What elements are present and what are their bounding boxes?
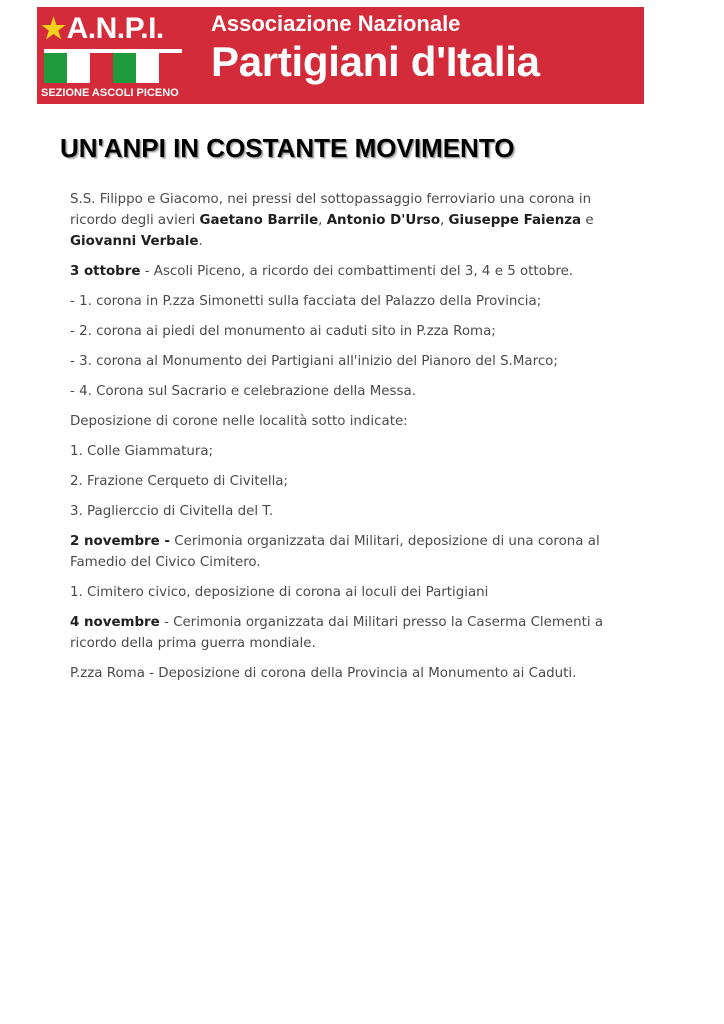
name-verbale: Giovanni Verbale bbox=[70, 234, 199, 249]
date-4-novembre: 4 novembre bbox=[70, 615, 160, 630]
association-title: Associazione Nazionale bbox=[211, 11, 461, 36]
list-item: - 3. corona al Monumento dei Partigiani all'inizio del Pianoro del S.Marco; bbox=[70, 354, 558, 369]
paragraph-4-novembre: 4 novembre - Cerimonia organizzata dai Militari presso la Caserma Clementi a ricordo della prima guerra mondiale. bbox=[70, 615, 604, 651]
italian-flag-icon bbox=[44, 49, 182, 83]
organization-name: Partigiani d'Italia bbox=[211, 38, 540, 85]
list-item: 1. Colle Giammatura; bbox=[70, 444, 214, 459]
name-faienza: Giuseppe Faienza bbox=[448, 213, 582, 228]
page-title: UN'ANPI IN COSTANTE MOVIMENTO bbox=[60, 133, 515, 163]
paragraph-deposizione: Deposizione di corone nelle località sotto indicate: bbox=[70, 414, 408, 429]
header-banner bbox=[37, 7, 644, 104]
anpi-logo bbox=[41, 11, 185, 85]
paragraph-2-novembre: 2 novembre - Cerimonia organizzata dai Militari, deposizione di una corona al Famedio del Civico Cimitero. bbox=[70, 534, 600, 570]
date-2-novembre: 2 novembre - bbox=[70, 534, 170, 549]
list-item: 2. Frazione Cerqueto di Civitella; bbox=[70, 474, 289, 489]
article-body bbox=[70, 189, 640, 693]
paragraph-closing: P.zza Roma - Deposizione di corona della Provincia al Monumento ai Caduti. bbox=[70, 666, 577, 681]
list-item: - 4. Corona sul Sacrario e celebrazione della Messa. bbox=[70, 384, 416, 399]
name-barrile: Gaetano Barrile bbox=[199, 213, 319, 228]
list-item: - 1. corona in P.zza Simonetti sulla facciata del Palazzo della Provincia; bbox=[70, 294, 542, 309]
section-label: SEZIONE ASCOLI PICENO bbox=[41, 87, 179, 99]
name-durso: Antonio D'Urso bbox=[326, 213, 441, 228]
date-3-ottobre: 3 ottobre bbox=[70, 264, 141, 279]
list-item: - 2. corona ai piedi del monumento ai caduti sito in P.zza Roma; bbox=[70, 324, 496, 339]
paragraph-avieri: S.S. Filippo e Giacomo, nei pressi del sottopassaggio ferroviario una corona in ricordo degli avieri Gaetano Barrile, Antonio D'Urso, Giuseppe Faienza e Giovanni Verbale. bbox=[70, 192, 594, 249]
star-icon: ★ bbox=[41, 13, 66, 44]
logo-text: A.N.P.I. bbox=[66, 12, 164, 45]
list-item: 1. Cimitero civico, deposizione di corona ai loculi dei Partigiani bbox=[70, 585, 489, 600]
list-item: 3. Paglierccio di Civitella del T. bbox=[70, 504, 274, 519]
paragraph-3-ottobre: 3 ottobre - Ascoli Piceno, a ricordo dei combattimenti del 3, 4 e 5 ottobre. bbox=[70, 264, 574, 279]
